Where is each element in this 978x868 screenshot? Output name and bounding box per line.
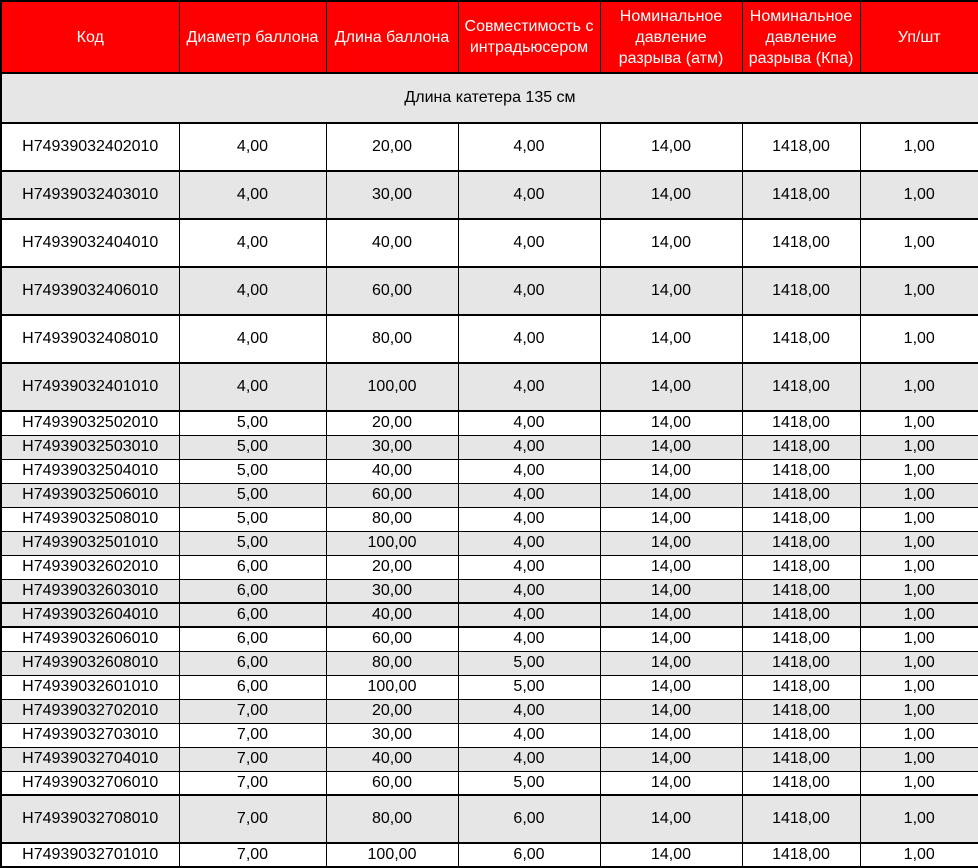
cell-diameter: 5,00 <box>179 531 326 555</box>
cell-compatibility: 4,00 <box>458 171 600 219</box>
cell-code: H74939032401010 <box>1 363 179 411</box>
cell-pack: 1,00 <box>860 363 978 411</box>
cell-pressure-atm: 14,00 <box>600 483 742 507</box>
table-row <box>1 579 978 603</box>
cell-length: 30,00 <box>326 171 458 219</box>
cell-diameter: 6,00 <box>179 579 326 603</box>
table-row <box>1 483 978 507</box>
table-row <box>1 771 978 795</box>
cell-pressure-atm: 14,00 <box>600 219 742 267</box>
cell-pressure-kpa: 1418,00 <box>742 363 860 411</box>
section-row <box>1 73 978 123</box>
cell-pressure-atm: 14,00 <box>600 723 742 747</box>
cell-length: 20,00 <box>326 555 458 579</box>
section-title: Длина катетера 135 см <box>1 73 978 123</box>
cell-pack: 1,00 <box>860 747 978 771</box>
cell-pressure-atm: 14,00 <box>600 123 742 171</box>
cell-length: 80,00 <box>326 315 458 363</box>
table-row <box>1 315 978 363</box>
cell-pressure-kpa: 1418,00 <box>742 771 860 795</box>
cell-length: 40,00 <box>326 603 458 627</box>
cell-diameter: 7,00 <box>179 723 326 747</box>
table-row <box>1 723 978 747</box>
cell-diameter: 5,00 <box>179 483 326 507</box>
cell-pressure-atm: 14,00 <box>600 843 742 867</box>
cell-pressure-kpa: 1418,00 <box>742 843 860 867</box>
cell-compatibility: 4,00 <box>458 459 600 483</box>
cell-pressure-kpa: 1418,00 <box>742 795 860 843</box>
cell-diameter: 5,00 <box>179 435 326 459</box>
cell-pack: 1,00 <box>860 723 978 747</box>
column-header-pack: Уп/шт <box>860 1 978 73</box>
cell-code: H74939032603010 <box>1 579 179 603</box>
cell-code: H74939032608010 <box>1 651 179 675</box>
cell-diameter: 6,00 <box>179 651 326 675</box>
cell-pack: 1,00 <box>860 507 978 531</box>
header-row <box>1 1 978 73</box>
table-row <box>1 459 978 483</box>
cell-compatibility: 4,00 <box>458 555 600 579</box>
cell-code: H74939032703010 <box>1 723 179 747</box>
cell-pack: 1,00 <box>860 627 978 651</box>
cell-code: H74939032503010 <box>1 435 179 459</box>
table-body <box>1 73 978 867</box>
cell-length: 20,00 <box>326 123 458 171</box>
cell-pressure-atm: 14,00 <box>600 747 742 771</box>
cell-pressure-kpa: 1418,00 <box>742 171 860 219</box>
cell-diameter: 4,00 <box>179 267 326 315</box>
table-row <box>1 795 978 843</box>
column-header-code: Код <box>1 1 179 73</box>
cell-code: H74939032508010 <box>1 507 179 531</box>
cell-compatibility: 4,00 <box>458 627 600 651</box>
cell-pack: 1,00 <box>860 483 978 507</box>
cell-pressure-atm: 14,00 <box>600 531 742 555</box>
cell-pressure-atm: 14,00 <box>600 507 742 531</box>
cell-compatibility: 4,00 <box>458 123 600 171</box>
table-row <box>1 435 978 459</box>
cell-pressure-kpa: 1418,00 <box>742 123 860 171</box>
cell-pack: 1,00 <box>860 219 978 267</box>
cell-pressure-kpa: 1418,00 <box>742 555 860 579</box>
cell-code: H74939032706010 <box>1 771 179 795</box>
cell-compatibility: 4,00 <box>458 435 600 459</box>
cell-code: H74939032704010 <box>1 747 179 771</box>
table-row <box>1 675 978 699</box>
cell-code: H74939032502010 <box>1 411 179 435</box>
cell-length: 40,00 <box>326 219 458 267</box>
cell-pressure-atm: 14,00 <box>600 603 742 627</box>
cell-compatibility: 6,00 <box>458 795 600 843</box>
cell-length: 100,00 <box>326 363 458 411</box>
cell-pressure-kpa: 1418,00 <box>742 411 860 435</box>
cell-length: 20,00 <box>326 411 458 435</box>
column-header-pressure-atm: Номинальное давление разрыва (атм) <box>600 1 742 73</box>
cell-pressure-atm: 14,00 <box>600 771 742 795</box>
cell-code: H74939032604010 <box>1 603 179 627</box>
table-row <box>1 627 978 651</box>
cell-diameter: 6,00 <box>179 603 326 627</box>
cell-code: H74939032701010 <box>1 843 179 867</box>
cell-pack: 1,00 <box>860 603 978 627</box>
cell-compatibility: 6,00 <box>458 843 600 867</box>
cell-length: 60,00 <box>326 267 458 315</box>
cell-code: H74939032606010 <box>1 627 179 651</box>
cell-pressure-atm: 14,00 <box>600 267 742 315</box>
cell-code: H74939032406010 <box>1 267 179 315</box>
column-header-compatibility: Совместимость с интрадьюсером <box>458 1 600 73</box>
cell-code: H74939032504010 <box>1 459 179 483</box>
table-row <box>1 747 978 771</box>
cell-compatibility: 4,00 <box>458 747 600 771</box>
cell-pressure-atm: 14,00 <box>600 411 742 435</box>
cell-compatibility: 4,00 <box>458 411 600 435</box>
cell-pressure-atm: 14,00 <box>600 675 742 699</box>
cell-length: 60,00 <box>326 627 458 651</box>
cell-diameter: 5,00 <box>179 411 326 435</box>
cell-diameter: 7,00 <box>179 747 326 771</box>
cell-length: 60,00 <box>326 483 458 507</box>
cell-pressure-atm: 14,00 <box>600 459 742 483</box>
table-row <box>1 507 978 531</box>
cell-pack: 1,00 <box>860 315 978 363</box>
cell-pressure-kpa: 1418,00 <box>742 723 860 747</box>
cell-compatibility: 4,00 <box>458 603 600 627</box>
cell-pressure-atm: 14,00 <box>600 795 742 843</box>
column-header-length: Длина баллона <box>326 1 458 73</box>
cell-compatibility: 5,00 <box>458 651 600 675</box>
cell-diameter: 7,00 <box>179 843 326 867</box>
cell-diameter: 5,00 <box>179 507 326 531</box>
table-row <box>1 267 978 315</box>
cell-compatibility: 5,00 <box>458 771 600 795</box>
cell-diameter: 4,00 <box>179 315 326 363</box>
cell-code: H74939032708010 <box>1 795 179 843</box>
cell-length: 30,00 <box>326 579 458 603</box>
cell-pressure-kpa: 1418,00 <box>742 603 860 627</box>
cell-pack: 1,00 <box>860 171 978 219</box>
cell-pressure-atm: 14,00 <box>600 627 742 651</box>
cell-diameter: 7,00 <box>179 771 326 795</box>
cell-code: H74939032404010 <box>1 219 179 267</box>
table-row <box>1 363 978 411</box>
cell-length: 20,00 <box>326 699 458 723</box>
cell-pressure-atm: 14,00 <box>600 699 742 723</box>
cell-pressure-kpa: 1418,00 <box>742 435 860 459</box>
cell-pressure-kpa: 1418,00 <box>742 675 860 699</box>
cell-diameter: 4,00 <box>179 363 326 411</box>
cell-diameter: 4,00 <box>179 171 326 219</box>
cell-pack: 1,00 <box>860 531 978 555</box>
cell-pack: 1,00 <box>860 771 978 795</box>
cell-diameter: 7,00 <box>179 699 326 723</box>
cell-pack: 1,00 <box>860 411 978 435</box>
column-header-pressure-kpa: Номинальное давление разрыва (Кпа) <box>742 1 860 73</box>
table-row <box>1 699 978 723</box>
table-row <box>1 603 978 627</box>
cell-diameter: 6,00 <box>179 555 326 579</box>
cell-compatibility: 4,00 <box>458 723 600 747</box>
cell-code: H74939032501010 <box>1 531 179 555</box>
cell-length: 80,00 <box>326 507 458 531</box>
cell-length: 100,00 <box>326 675 458 699</box>
column-header-diameter: Диаметр баллона <box>179 1 326 73</box>
cell-length: 60,00 <box>326 771 458 795</box>
cell-length: 100,00 <box>326 843 458 867</box>
cell-diameter: 5,00 <box>179 459 326 483</box>
table-row <box>1 531 978 555</box>
cell-code: H74939032506010 <box>1 483 179 507</box>
cell-diameter: 6,00 <box>179 675 326 699</box>
cell-code: H74939032601010 <box>1 675 179 699</box>
cell-pack: 1,00 <box>860 123 978 171</box>
cell-length: 40,00 <box>326 747 458 771</box>
cell-pack: 1,00 <box>860 843 978 867</box>
cell-pack: 1,00 <box>860 675 978 699</box>
cell-pressure-kpa: 1418,00 <box>742 507 860 531</box>
cell-pressure-atm: 14,00 <box>600 315 742 363</box>
cell-compatibility: 4,00 <box>458 483 600 507</box>
cell-pack: 1,00 <box>860 267 978 315</box>
cell-pressure-kpa: 1418,00 <box>742 747 860 771</box>
cell-pack: 1,00 <box>860 579 978 603</box>
cell-diameter: 4,00 <box>179 219 326 267</box>
table-row <box>1 555 978 579</box>
cell-length: 40,00 <box>326 459 458 483</box>
cell-length: 80,00 <box>326 795 458 843</box>
cell-compatibility: 4,00 <box>458 267 600 315</box>
table-row <box>1 219 978 267</box>
table-row <box>1 171 978 219</box>
cell-length: 30,00 <box>326 435 458 459</box>
cell-pressure-kpa: 1418,00 <box>742 483 860 507</box>
cell-code: H74939032402010 <box>1 123 179 171</box>
cell-pressure-kpa: 1418,00 <box>742 219 860 267</box>
cell-pressure-atm: 14,00 <box>600 435 742 459</box>
cell-pressure-kpa: 1418,00 <box>742 699 860 723</box>
cell-pack: 1,00 <box>860 699 978 723</box>
cell-code: H74939032403010 <box>1 171 179 219</box>
cell-compatibility: 5,00 <box>458 675 600 699</box>
cell-pressure-atm: 14,00 <box>600 651 742 675</box>
cell-code: H74939032408010 <box>1 315 179 363</box>
cell-pressure-atm: 14,00 <box>600 579 742 603</box>
cell-code: H74939032602010 <box>1 555 179 579</box>
cell-pressure-kpa: 1418,00 <box>742 459 860 483</box>
cell-diameter: 4,00 <box>179 123 326 171</box>
cell-length: 100,00 <box>326 531 458 555</box>
cell-compatibility: 4,00 <box>458 579 600 603</box>
cell-compatibility: 4,00 <box>458 363 600 411</box>
cell-pack: 1,00 <box>860 459 978 483</box>
cell-pressure-kpa: 1418,00 <box>742 579 860 603</box>
cell-pack: 1,00 <box>860 795 978 843</box>
cell-pressure-kpa: 1418,00 <box>742 315 860 363</box>
cell-compatibility: 4,00 <box>458 531 600 555</box>
cell-length: 30,00 <box>326 723 458 747</box>
table-row <box>1 651 978 675</box>
cell-compatibility: 4,00 <box>458 315 600 363</box>
cell-diameter: 7,00 <box>179 795 326 843</box>
cell-pressure-kpa: 1418,00 <box>742 627 860 651</box>
cell-pack: 1,00 <box>860 651 978 675</box>
table-row <box>1 843 978 867</box>
cell-compatibility: 4,00 <box>458 507 600 531</box>
cell-pressure-atm: 14,00 <box>600 363 742 411</box>
cell-compatibility: 4,00 <box>458 699 600 723</box>
cell-pack: 1,00 <box>860 435 978 459</box>
cell-pressure-atm: 14,00 <box>600 555 742 579</box>
cell-diameter: 6,00 <box>179 627 326 651</box>
cell-compatibility: 4,00 <box>458 219 600 267</box>
cell-pressure-kpa: 1418,00 <box>742 651 860 675</box>
cell-pack: 1,00 <box>860 555 978 579</box>
table-row <box>1 123 978 171</box>
cell-pressure-kpa: 1418,00 <box>742 531 860 555</box>
table-row <box>1 411 978 435</box>
cell-pressure-kpa: 1418,00 <box>742 267 860 315</box>
cell-code: H74939032702010 <box>1 699 179 723</box>
cell-length: 80,00 <box>326 651 458 675</box>
cell-pressure-atm: 14,00 <box>600 171 742 219</box>
